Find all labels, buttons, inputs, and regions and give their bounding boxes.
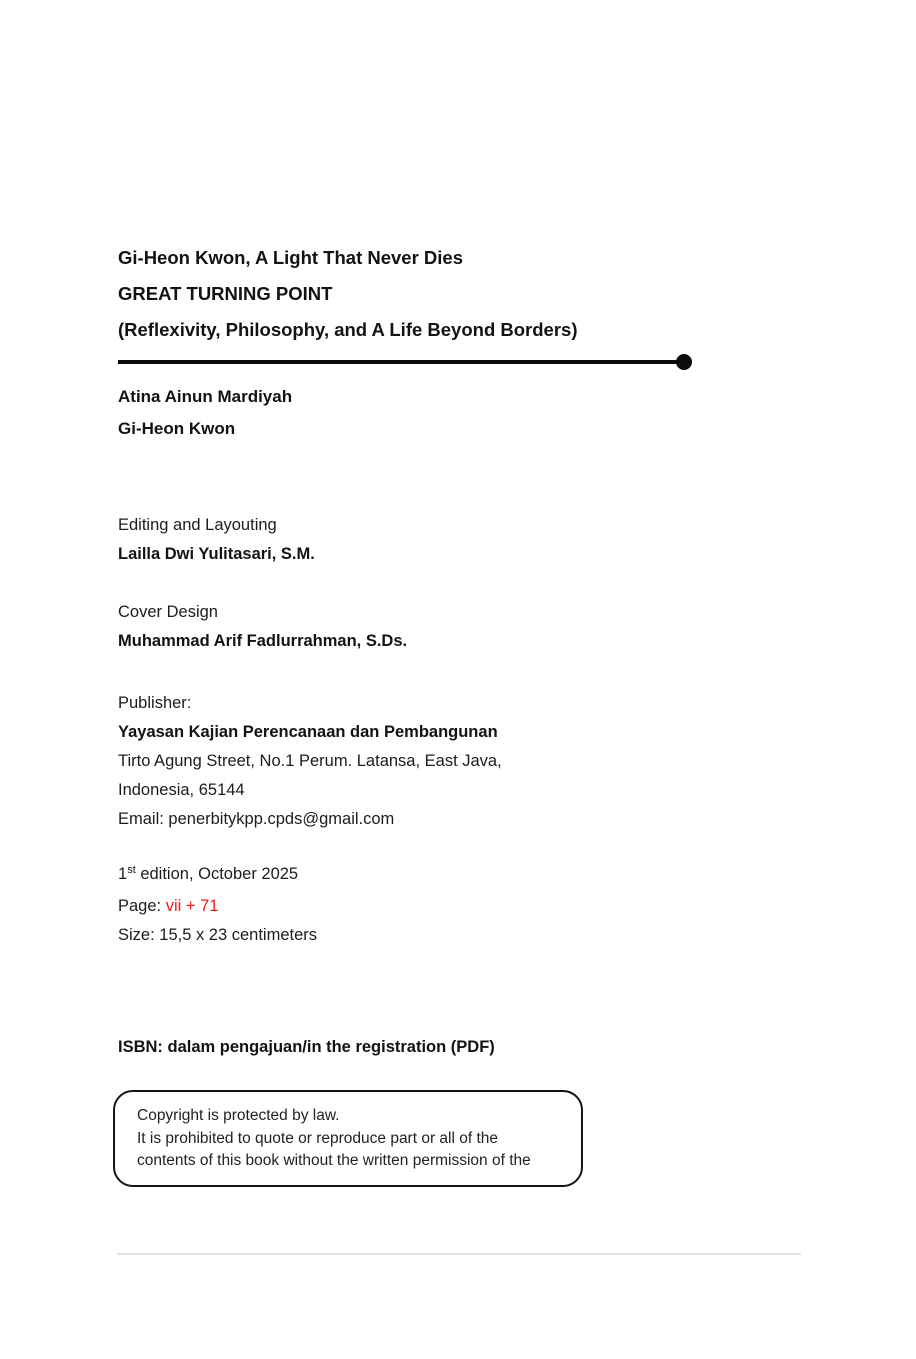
book-title-block — [118, 240, 577, 348]
author-name-1: Atina Ainun Mardiyah — [118, 387, 293, 406]
book-title-line-1: Gi-Heon Kwon, A Light That Never Dies — [118, 247, 464, 268]
footer-rule — [117, 1253, 801, 1255]
editing-section — [118, 511, 315, 569]
page-count-value: vii + 71 — [165, 896, 219, 915]
publisher-name: Yayasan Kajian Perencanaan dan Pembangunan — [118, 723, 498, 741]
publisher-address-line-2: Indonesia, 65144 — [118, 781, 245, 799]
copyright-line-2: It is prohibited to quote or reproduce part or all of the — [137, 1129, 499, 1147]
edition-number: 1 — [118, 865, 128, 883]
publisher-email-line: Email: penerbitykpp.cpds@gmail.com — [118, 810, 395, 828]
publisher-heading: Publisher: — [118, 694, 192, 712]
author-name-2: Gi-Heon Kwon — [118, 419, 236, 438]
editing-name: Lailla Dwi Yulitasari, S.M. — [118, 545, 315, 563]
edition-line — [118, 860, 317, 892]
cover-design-heading: Cover Design — [118, 603, 218, 621]
page-count-label: Page: — [118, 896, 166, 915]
authors-block — [118, 381, 292, 445]
cover-design-name: Muhammad Arif Fadlurrahman, S.Ds. — [118, 632, 408, 650]
edition-text: edition, October 2025 — [135, 865, 299, 883]
title-divider-rule — [118, 360, 678, 364]
isbn-line: ISBN: dalam pengajuan/in the registration (PDF) — [118, 1038, 495, 1056]
copyright-notice-box — [113, 1090, 583, 1187]
editing-heading: Editing and Layouting — [118, 516, 277, 534]
edition-section — [118, 860, 317, 951]
size-line: Size: 15,5 x 23 centimeters — [118, 926, 318, 944]
rule-end-dot — [676, 354, 692, 370]
page-count-line — [118, 892, 317, 922]
publisher-section — [118, 689, 502, 834]
cover-design-section — [118, 598, 407, 656]
copyright-line-1: Copyright is protected by law. — [137, 1107, 340, 1124]
publisher-address-line-1: Tirto Agung Street, No.1 Perum. Latansa, East Java, — [118, 752, 502, 770]
book-title-line-3: (Reflexivity, Philosophy, and A Life Beyond Borders) — [118, 319, 578, 340]
edition-ordinal-suffix: st — [127, 864, 136, 876]
book-title-line-2: GREAT TURNING POINT — [118, 283, 333, 304]
copyright-line-3: contents of this book without the written permission of the — [137, 1152, 531, 1169]
